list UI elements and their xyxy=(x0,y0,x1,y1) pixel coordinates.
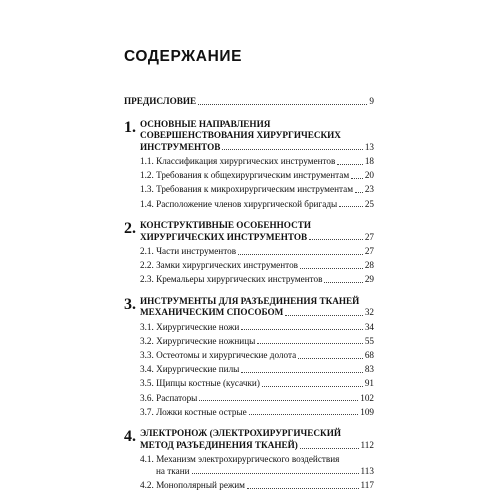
dot-leader xyxy=(298,357,363,359)
toc-section xyxy=(140,322,374,334)
dot-leader xyxy=(285,314,363,316)
toc-section xyxy=(140,260,374,272)
dot-leader xyxy=(300,447,359,449)
dot-leader xyxy=(337,163,362,165)
section-title: 4.2. Монополярный режим xyxy=(140,479,245,490)
section-page: 25 xyxy=(364,198,374,209)
dot-leader xyxy=(238,253,363,255)
section-title: 1.4. Расположение членов хирургической бригады xyxy=(140,198,338,209)
toc-section xyxy=(140,156,374,168)
section-page: 83 xyxy=(364,364,374,375)
dot-leader xyxy=(355,191,363,193)
section-title: 2.3. Кремальеры хирургических инструментов xyxy=(140,274,323,285)
dot-leader xyxy=(324,281,362,283)
toc-entry-title: ПРЕДИСЛОВИЕ xyxy=(124,96,197,106)
chapter-title-line: КОНСТРУКТИВНЫЕ ОСОБЕННОСТИ xyxy=(140,220,311,231)
toc-section xyxy=(140,170,374,182)
chapter-number: 1. xyxy=(124,118,136,136)
section-page: 23 xyxy=(364,184,374,195)
chapter-title-line: МЕТОД РАЗЪЕДИНЕНИЯ ТКАНЕЙ) xyxy=(140,439,298,450)
chapter-4-sections xyxy=(140,454,374,491)
chapter-page: 32 xyxy=(364,307,374,318)
section-page: 102 xyxy=(360,392,374,403)
toc-section xyxy=(140,364,374,376)
section-page: 29 xyxy=(364,274,374,285)
chapter-page: 112 xyxy=(360,439,374,450)
toc-entry-page: 9 xyxy=(369,96,374,106)
dot-leader xyxy=(262,385,363,387)
dot-leader xyxy=(351,177,363,179)
chapter-1-sections xyxy=(140,156,374,210)
toc-section xyxy=(140,184,374,196)
toc-section xyxy=(140,199,374,211)
chapter-page: 27 xyxy=(364,231,374,242)
chapter-number: 3. xyxy=(124,295,136,313)
dot-leader xyxy=(247,487,359,489)
page-title: СОДЕРЖАНИЕ xyxy=(124,48,243,65)
section-page: 55 xyxy=(364,335,374,346)
section-title: 1.2. Требования к общехирургическим инструментам xyxy=(140,170,350,181)
section-title: 4.1. Механизм электрохирургического воздействия xyxy=(140,454,340,465)
chapter-page: 13 xyxy=(364,141,374,152)
toc-section xyxy=(140,246,374,258)
section-title: 3.1. Хирургические ножи xyxy=(140,321,240,332)
chapter-3 xyxy=(124,296,374,419)
toc-section xyxy=(140,480,374,492)
chapter-2 xyxy=(124,220,374,286)
section-page: 34 xyxy=(364,321,374,332)
chapter-title-line: СОВЕРШЕНСТВОВАНИЯ ХИРУРГИЧЕСКИХ xyxy=(140,130,341,141)
chapter-4 xyxy=(124,428,374,491)
toc-section xyxy=(140,407,374,419)
section-title: 2.2. Замки хирургических инструментов xyxy=(140,260,298,271)
section-title: 1.3. Требования к микрохирургическим инструментам xyxy=(140,184,354,195)
dot-leader xyxy=(339,205,363,207)
section-title: 3.3. Остеотомы и хирургические долота xyxy=(140,350,297,361)
section-page: 27 xyxy=(364,245,374,256)
dot-leader xyxy=(241,371,362,373)
chapter-title-line: ЭЛЕКТРОНОЖ (ЭЛЕКТРОХИРУРГИЧЕСКИЙ xyxy=(140,428,341,439)
dot-leader xyxy=(249,413,358,415)
chapter-3-sections xyxy=(140,322,374,419)
chapter-title-line: ОСНОВНЫЕ НАПРАВЛЕНИЯ xyxy=(140,118,271,129)
dot-leader xyxy=(241,328,363,330)
chapter-1 xyxy=(124,119,374,211)
dot-leader xyxy=(257,342,363,344)
section-title: 2.1. Части инструментов xyxy=(140,245,237,256)
section-page: 91 xyxy=(364,378,374,389)
section-page: 20 xyxy=(364,170,374,181)
section-page: 68 xyxy=(364,350,374,361)
section-page: 117 xyxy=(360,479,374,490)
toc-entry-preface xyxy=(124,96,374,108)
toc-section xyxy=(140,336,374,348)
section-page: 28 xyxy=(364,260,374,271)
section-page: 109 xyxy=(360,406,374,417)
dot-leader xyxy=(309,238,363,240)
section-title: 3.5. Щипцы костные (кусачки) xyxy=(140,378,260,389)
section-title: на ткани xyxy=(156,465,190,476)
dot-leader xyxy=(222,148,362,150)
section-title: 3.4. Хирургические пилы xyxy=(140,364,240,375)
section-page: 18 xyxy=(364,155,374,166)
chapter-number: 4. xyxy=(124,428,136,446)
section-title: 3.2. Хирургические ножницы xyxy=(140,335,256,346)
toc-section xyxy=(140,350,374,362)
dot-leader xyxy=(192,472,359,474)
section-title: 1.1. Классификация хирургических инструментов xyxy=(140,155,336,166)
dot-leader xyxy=(198,103,367,105)
toc-section xyxy=(140,454,374,477)
chapter-title-line: ИНСТРУМЕНТЫ ДЛЯ РАЗЪЕДИНЕНИЯ ТКАНЕЙ xyxy=(140,295,360,306)
toc-section xyxy=(140,393,374,405)
chapter-title-line: МЕХАНИЧЕСКИМ СПОСОБОМ xyxy=(140,307,284,318)
section-title: 3.7. Ложки костные острые xyxy=(140,406,247,417)
chapter-title-line: ИНСТРУМЕНТОВ xyxy=(140,141,221,152)
section-title: 3.6. Распаторы xyxy=(140,392,198,403)
chapter-number: 2. xyxy=(124,220,136,238)
chapter-title-line: ХИРУРГИЧЕСКИХ ИНСТРУМЕНТОВ xyxy=(140,231,308,242)
chapter-2-sections xyxy=(140,246,374,286)
dot-leader xyxy=(300,267,363,269)
section-page: 113 xyxy=(360,465,374,476)
toc-section xyxy=(140,378,374,390)
toc-section xyxy=(140,274,374,286)
dot-leader xyxy=(199,399,358,401)
table-of-contents xyxy=(124,96,374,492)
